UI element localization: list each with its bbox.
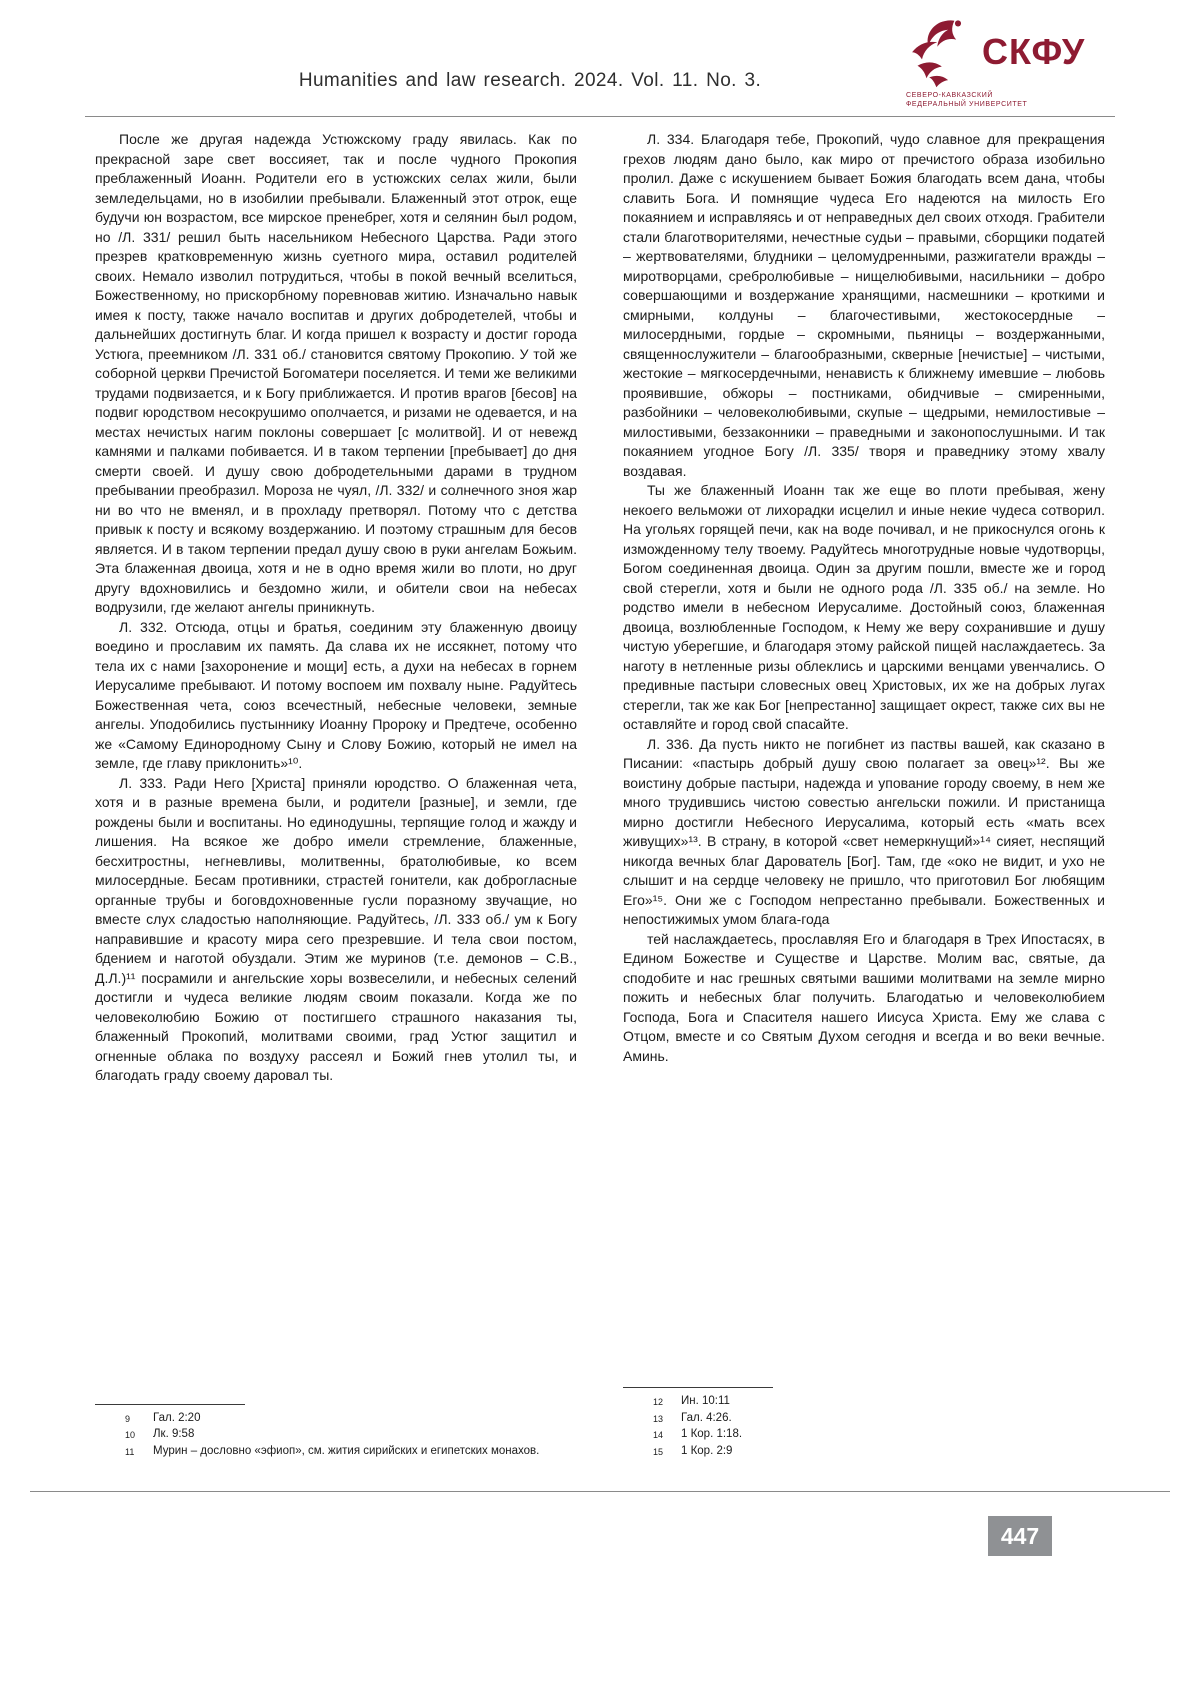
body-paragraph: Л. 334. Благодаря тебе, Прокопий, чудо славное для прекращения грехов людям дано было, как миро от пречистого образа изобильно пролил. Даже с искушением бывает Божия благодать всем дана, чтобы славить Бога. И помнящие чудеса Его надеются на милость Его покаянием и исправляясь и от неправедных дел своих отходя. Грабители стали благотворителями, нечестные судьи – правыми, сборщики податей – жертвователями, блудники – целомудренными, разжигатели вражды – миротворцами, сребролюбивые – нищелюбивыми, насильники – добро совершающими и воздержание хранящими, насмешники – кроткими и смирными, колдуны – благочестивыми, жестокосердные – милосердными, гордые – скромными, пьяницы – воздержанными, священнослужители – благообразными, скверные [нечистые] – чистыми, жестокие – мягкосердечными, ненависть к ближнему имевшие – любовь проявившие, обжоры – постниками, обидчивые – смиренными, разбойники – человеколюбивыми, скупые – щедрыми, немилостивые – милостивыми, беззаконники – праведными и законопослушными. И так покаянием угодное Богу /Л. 335/ творя и праведнику этому хвалу воздавая. bbox=[623, 131, 1105, 479]
left-column bbox=[95, 130, 577, 1460]
footnote bbox=[623, 1394, 1105, 1411]
body-paragraph: Л. 333. Ради Него [Христа] приняли юродство. О блаженная чета, хотя и в разные времена были, и родители [разные], и земли, где рождены были и воспитаны. Но единодушны, терпящие голод и жажду и лишения. На всякое же добро имели стремление, блаженные, бесхитростны, негневливы, молитвенны, братолюбивые, ко всем милосердные. Бесам противники, страстей гонители, как доброгласные органные трубы и боговдохновенные гусли поразному звучащие, но вместе слух сладостью наполняющие. Радуйтесь, /Л. 333 об./ ум к Богу направившие и красоту мира сего презревшие. И тела свои постом, бдением и наготой обуздали. Этим же муринов (т.е. демонов – С.В., Д.Л.)¹¹ посрамили и ангельские хоры возвеселили, и небесных селений достигли и чудеса великие людям своим показали. Когда же по человеколюбию Божию от постигшего страшного наказания ты, блаженный Прокопий, молитвами своими, град Устюг защитил и огненные облака по воздуху рассеял и Божий гнев утолил ты, и благодать граду своему даровал ты. bbox=[95, 774, 577, 1083]
body-paragraph: Ты же блаженный Иоанн так же еще во плоти пребывая, жену некоего вельможи от лихорадки исцелил и иные некие чудеса сотворил. На угольях горящей печи, как на воде почивал, и не прикоснулся огонь к изможденному телу твоему. Радуйтесь многотрудные новые чудотворцы, Богом соединенная двоица. Один за другим пошли, вместе же и город свой стерегли, хотя и были не одного рода /Л. 335 об./ на земле. Но родство имели в небесном Иерусалиме. Достойный союз, блаженная двоица, возлюбленные Господом, к Нему же веру сохранившие и душу чистую уберегшие, и благодаря этому райской пищей наслаждаетесь. За наготу в нетленные ризы облеклись и царскими венцами увенчались. О предивные пастыри словесных овец Христовых, их же на добрых лугах стерегли, так же как Бог [непрестанно] защищает окрест, также сих вы не оставляйте и город свой спасайте. bbox=[623, 482, 1105, 732]
journal-header-title: Humanities and law research. 2024. Vol. 11. No. 3. bbox=[298, 70, 762, 91]
body-paragraph: После же другая надежда Устюжскому граду явилась. Как по прекрасной заре свет воссияет, так и после чудного Прокопия преблаженный Иоанн. Родители его в устюжских селах жили, были земледельцами, но в изобилии пребывали. Блаженный этот отрок, еще будучи юн возрастом, все мирское пренебрег, хотя и селянин был родом, но /Л. 331/ решил быть насельником Небесного Царства. Ради этого презрев кратковременную жизнь суетного мира, оставил родителей своих. Немало изволил потрудиться, чтобы в покой вечный вселиться, Божественному, но прискорбному поревновав житию. Изначально навык имея к посту, также начало воспитав и других добродетелей, чтобы и дальнейших достигнуть благ. И когда пришел к возрасту и достиг города Устюга, преемником /Л. 331 об./ становится святому Прокопию. У той же соборной церкви Пречистой Богоматери поселяется. И теми же великими трудами подвизается, и к Богу приближается. И против врагов [бесов] на подвиг юродством несокрушимо ополчается, и ризами не одевается, и на местах нечистых нагим поклоны совершает [с молитвой]. И от невежд камнями и палками побивается. И в таком терпении [пребывает] до дня смерти своей. И душу свою добродетельными дарами в трудном пребывании преобразил. Мороза не чуял, /Л. 332/ и солнечного зноя жар ни во что не вменял, и в прохладу претворял. Потому что с детства привык к посту и всякому воздержанию. И поэтому страшным для бесов является. И в таком терпении предал душу свою в руки ангелам Божьим. Эта блаженная двоица, хотя и не в одно время жили во плоти, но друг другу вдохновились и бездомно жили, и обители свои на небесах водрузили, где желают ангелы приникнуть. bbox=[95, 131, 577, 615]
footnote-divider bbox=[623, 1387, 773, 1388]
body-paragraph: Л. 332. Отсюда, отцы и братья, соединим эту блаженную двоицу воедино и прославим их память. Да слава их не иссякнет, потому что тела их с нами [захоронение и мощи] есть, а духи на небесах в горнем Иерусалиме пребывают. И потому воспоем им похвалу ныне. Радуйтесь Божественная чета, союз всечестный, небесные человеки, земные ангелы. Уподобились пустыннику Иоанну Пророку и Предтече, особенно же «Самому Единородному Сыну и Слову Божию, который не имел на земле, где главу приклонить»¹⁰. bbox=[95, 618, 577, 771]
footnote bbox=[623, 1427, 1105, 1444]
footnote-text: Ин. 10:11 bbox=[681, 1395, 730, 1407]
left-column-text bbox=[95, 130, 577, 1400]
footnote-number: 12 bbox=[653, 1397, 664, 1407]
left-footnotes bbox=[95, 1400, 577, 1461]
footnote-number: 11 bbox=[125, 1446, 135, 1457]
university-logo bbox=[902, 18, 1116, 110]
footnote-text: Мурин – дословно «эфиоп», см. жития сирийских и египетских монахов. bbox=[153, 1444, 540, 1457]
university-caption bbox=[906, 91, 1116, 110]
footnote-number: 14 bbox=[653, 1430, 664, 1440]
footnote-number: 13 bbox=[653, 1413, 664, 1424]
body-paragraph: тей наслаждаетесь, прославляя Его и благодаря в Трех Ипостасях, в Едином Божестве и Существе и Царстве. Молим вас, святые, да сподобите и нас грешных святыми вашими молитвами на земле мирно пожить и небесных благ получить. Благодатью и человеколюбием Господа, Бога и Спасителя нашего Иисуса Христа. Ему же слава с Отцом, вместе и со Святым Духом сегодня и всегда и во веки вечные. Аминь. bbox=[623, 930, 1105, 1064]
footer-divider bbox=[30, 1491, 1170, 1492]
university-abbr: СКФУ bbox=[982, 31, 1086, 72]
footnote bbox=[95, 1444, 577, 1461]
footnote-text: Лк. 9:58 bbox=[153, 1428, 195, 1440]
right-column bbox=[623, 130, 1105, 1460]
footnote-text: Гал. 2:20 bbox=[153, 1411, 201, 1424]
footnote-number: 10 bbox=[125, 1430, 136, 1440]
footnote bbox=[623, 1444, 1105, 1461]
footnote-number: 15 bbox=[653, 1446, 664, 1457]
footnote-text: Гал. 4:26. bbox=[681, 1411, 732, 1424]
university-caption-line2: ФЕДЕРАЛЬНЫЙ УНИВЕРСИТЕТ bbox=[906, 101, 1028, 109]
footnote-text: 1 Кор. 2:9 bbox=[681, 1444, 733, 1457]
right-column-text bbox=[623, 130, 1105, 1383]
footnote-divider bbox=[95, 1404, 245, 1405]
page-number-badge: 447 bbox=[988, 1516, 1052, 1556]
footnote bbox=[95, 1411, 577, 1428]
university-caption-line1: СЕВЕРО-КАВКАЗСКИЙ bbox=[906, 92, 993, 99]
footnote-number: 9 bbox=[125, 1413, 131, 1424]
body-paragraph: Л. 336. Да пусть никто не погибнет из паствы вашей, как сказано в Писании: «пастырь добрый душу свою полагает за овец»¹². Вы же воистину добрые пастыри, надежда и упование городу своему, в нем же много трудившись чистою совестью ангельски пожили. И пристанища мирно достигли Небесного Иерусалима, который есть «мать всех живущих»¹³. В страну, в которой «свет немеркнущий»¹⁴ сияет, неспящий никогда вечных благ Дарователь [Бог]. Там, где «око не видит, и ухо не слышит и на сердце человеку не пришло, что приготовил Бог любящим Его»¹⁵. Они же с Господом непрестанно пребывали. Божественных и непостижимых умом блага-года bbox=[623, 735, 1105, 927]
footnote bbox=[95, 1427, 577, 1444]
header-divider bbox=[85, 116, 1115, 117]
footnote-text: 1 Кор. 1:18. bbox=[681, 1428, 743, 1440]
article-body bbox=[95, 130, 1105, 1460]
university-logo-top bbox=[902, 18, 1116, 90]
footnote bbox=[623, 1411, 1105, 1428]
eagle-logo-icon bbox=[902, 18, 978, 90]
right-footnotes bbox=[623, 1383, 1105, 1460]
